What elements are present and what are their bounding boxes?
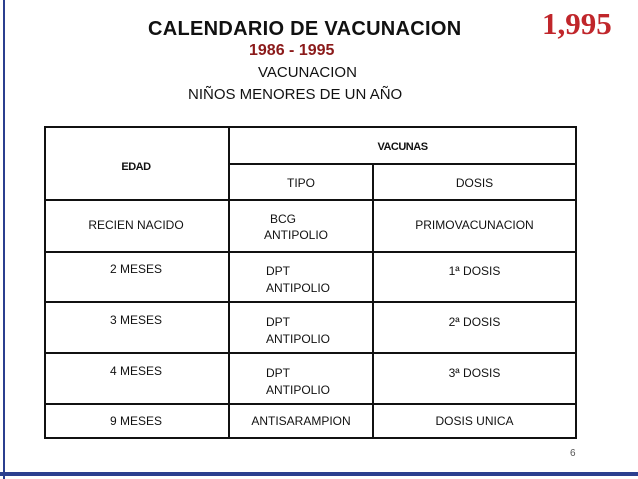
column-header-dosis: DOSIS: [455, 176, 494, 190]
table-cell-tipo: BCG: [270, 212, 297, 226]
subtitle-population: NIÑOS MENORES DE UN AÑO: [188, 86, 403, 103]
row-divider: [44, 301, 577, 303]
page-title: CALENDARIO DE VACUNACION: [148, 18, 462, 40]
row-divider: [44, 251, 577, 253]
column-divider: [372, 163, 374, 439]
table-cell-edad: 3 MESES: [109, 313, 163, 327]
table-border-top: [44, 126, 577, 128]
table-cell-dosis: 1ª DOSIS: [448, 264, 501, 278]
row-divider: [44, 352, 577, 354]
table-cell-edad: 2 MESES: [109, 262, 163, 276]
row-divider: [44, 403, 577, 405]
table-cell-dosis: 3ª DOSIS: [448, 366, 501, 380]
table-cell-edad: 9 MESES: [109, 414, 163, 428]
column-header-tipo: TIPO: [286, 176, 315, 190]
header-bottom-line: [44, 199, 577, 201]
table-cell-dosis: 2ª DOSIS: [448, 315, 501, 329]
page-number: 6: [570, 448, 576, 459]
subtitle-vacunacion: VACUNACION: [258, 64, 357, 81]
table-cell-tipo: ANTIPOLIO: [266, 383, 331, 397]
year-range: 1986 - 1995: [249, 42, 335, 59]
left-border: [3, 0, 5, 479]
column-divider: [228, 126, 230, 439]
table-cell-tipo: DPT: [266, 366, 290, 380]
table-cell-edad: 4 MESES: [109, 364, 163, 378]
table-cell-tipo: DPT: [266, 264, 290, 278]
bottom-border: [0, 472, 638, 476]
column-header-vacunas: VACUNAS: [377, 141, 428, 153]
header-divider: [228, 163, 577, 165]
table-cell-tipo: ANTIPOLIO: [266, 332, 331, 346]
table-cell-dosis: DOSIS UNICA: [435, 414, 514, 428]
table-cell-edad: RECIEN NACIDO: [88, 218, 184, 232]
year-badge: 1,995: [542, 6, 612, 41]
column-header-edad: EDAD: [121, 161, 151, 173]
table-cell-tipo: ANTIPOLIO: [264, 228, 329, 242]
table-border-bottom: [44, 437, 577, 439]
table-cell-tipo: ANTISARAMPION: [251, 414, 351, 428]
table-cell-tipo: DPT: [266, 315, 290, 329]
table-cell-dosis: PRIMOVACUNACION: [415, 218, 534, 232]
table-border-right: [575, 126, 577, 439]
table-cell-tipo: ANTIPOLIO: [266, 281, 331, 295]
